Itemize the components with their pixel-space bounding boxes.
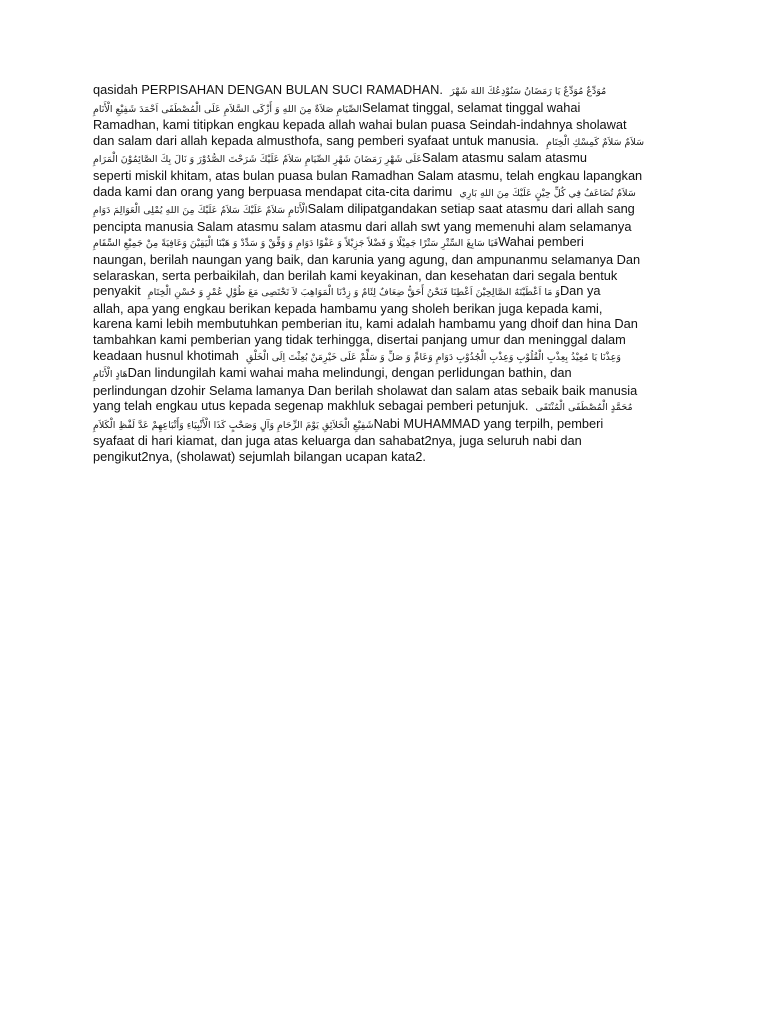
- arabic-text: سَلاَمٌ تُضَاعَفُ فِي كُلِّ حِيْنٍ عَلَيْكَ مِنَ اللهِ بَارِي: [459, 187, 636, 199]
- text-line: allah, apa yang engkau berikan kepada hambamu yang sholeh berikan juga kepada kami,: [93, 300, 603, 316]
- text-line: الصِّيَامِ صَلاَةٌ مِنَ اللهِ وَ أَزْكَى السَّلاَمِ عَلَى الْمُصْطَفَى اَحْمَدَ شَفِيْعِ الْأَنَامِSelamat tinggal, selamat tinggal wahai: [93, 99, 581, 115]
- text-line: syafaat di hari kiamat, dan juga atas keluarga dan sahabat2nya, juga seluruh nabi dan: [93, 433, 582, 449]
- arabic-text: هَادٍ الْأَنَامِ: [93, 369, 128, 381]
- text-line: selaraskan, serta perbaikilah, dan berilah kami keyakinan, dan kesehatan dari segala bentuk: [93, 267, 618, 283]
- arabic-text: الصِّيَامِ صَلاَةٌ مِنَ اللهِ وَ أَزْكَى السَّلاَمِ عَلَى الْمُصْطَفَى اَحْمَدَ شَفِيْعِ الْأَنَامِ: [93, 103, 362, 115]
- arabic-text: وَعِذْنَا يَا مُعِيْذُ بِعِذْبِ الْقُلُوْبِ وَعِذْبِ الْجُذُوْبِ دَوَامِ وَعَامِّ وَ صَلِّ وَ سَلِّمْ عَلَى خَيْرِمَنْ بُعِثْتَ اِلَى الْخَلْقِ: [245, 351, 621, 363]
- text-line: dan salam dari allah kepada almusthofa, sang pemberi syafaat untuk manusia. سَلاَمٌ سَلاَمٌ كَمِسْكِ الْخِتَامِ: [93, 132, 645, 148]
- arabic-text: شَفِيْعِ الْخَلاَئِقِ يَوْمَ الزِّحَامِ وَآلٍ وَصَحْبٍ كَذَا الْأَنْبِيَاءِ وَأَتْبَاعِهِمْ عَدَّ لَفْظِ الْكَلاَمِ: [93, 419, 374, 431]
- text-line: perlindungan dzohir Selama lamanya Dan berilah sholawat dan salam atas sebaik baik manusia: [93, 382, 638, 398]
- text-line: عَلَى شَهْرِ رَمَضَانَ شَهْرِ الصِّيَامِ سَلاَمٌ عَلَيْكَ شَرَحْتَ الصُّدُوْرَ وَ نَالَ بِكَ الصَّائِمُوْنَ الْمَرَامِSalam atasmu salam atasmu: [93, 150, 588, 166]
- text-line: keadaan husnul khotimah وَعِذْنَا يَا مُعِيْذُ بِعِذْبِ الْقُلُوْبِ وَعِذْبِ الْجُذُوْبِ دَوَامِ وَعَامِّ وَ صَلِّ وَ سَلِّمْ عَلَى خَيْرِمَنْ بُعِثْتَ اِلَى الْخَلْقِ: [93, 347, 621, 363]
- text-line: tambahkan kami pemberian yang tidak terhingga, disertai panjang umur dan meninggal dalam: [93, 331, 626, 347]
- text-line: naungan, berilah naungan yang baik, dan karunia yang agung, dan ampunanmu selamanya Dan: [93, 251, 641, 267]
- text-line: شَفِيْعِ الْخَلاَئِقِ يَوْمَ الزِّحَامِ وَآلٍ وَصَحْبٍ كَذَا الْأَنْبِيَاءِ وَأَتْبَاعِهِمْ عَدَّ لَفْظِ الْكَلاَمِNabi MUHAMMAD yang terpilh, pemberi: [93, 415, 604, 431]
- arabic-text: فَيَا سَابِغَ السِّتْرِ سَتْرًا جَمِيْلًا وَ فَضْلاً جَزِيْلاً وَ عَفْوًا دَوَامِ وَ وَفِّقْ وَ سَدِّدْ وَ هَبْنَا الْيَقِيْنَ وَعَافِيَةً مِنْ جَمِيْعِ السِّقَامِ: [93, 238, 499, 250]
- arabic-text: الْأَنَامِ سَلاَمٌ عَلَيْكَ سَلاَمٌ عَلَيْكَ مِنَ اللهِ يُمْلِى الْعَوَالِمَ دَوَامِ: [93, 205, 308, 217]
- arabic-text: عَلَى شَهْرِ رَمَضَانَ شَهْرِ الصِّيَامِ سَلاَمٌ عَلَيْكَ شَرَحْتَ الصُّدُوْرَ وَ نَالَ بِكَ الصَّائِمُوْنَ الْمَرَامِ: [93, 154, 423, 166]
- text-line: pencipta manusia Salam atasmu salam atasmu dari allah swt yang memenuhi alam selamanya: [93, 218, 632, 234]
- text-line: karena kami lebih membutuhkan pemberian itu, kami adalah hambamu yang dhoif dan hina Dan: [93, 316, 638, 332]
- text-line: pengikut2nya, (sholawat) sejumlah bilangan ucapan kata2.: [93, 449, 426, 465]
- text-line: dada kami dan orang yang berpuasa mendapat cita-cita darimu سَلاَمٌ تُضَاعَفُ فِي كُلِّ حِيْنٍ عَلَيْكَ مِنَ اللهِ بَارِي: [93, 183, 636, 199]
- arabic-text: مُحَمَّدٍ الْمُصْطَفَى الْمُنْتَقَى: [535, 402, 633, 414]
- text-line: Ramadhan, kami titipkan engkau kepada allah wahai bulan puasa Seindah-indahnya sholawat: [93, 117, 627, 133]
- text-line: qasidah PERPISAHAN DENGAN BULAN SUCI RAMADHAN. مُوَدِّعٌ مُوَدِّعٌ يَا رَمَضَانُ سَنُوْدِعُكَ اللهَ شَهْرَ: [93, 82, 607, 97]
- arabic-text: مُوَدِّعٌ مُوَدِّعٌ يَا رَمَضَانُ سَنُوْدِعُكَ اللهَ شَهْرَ: [450, 86, 607, 97]
- text-line: penyakit وَ مَا اَعْطَيْتَهُ الصَّالِحِيْنَ اَعْطِنَا فَنَحْنُ أَحَقُّ ضِعَافٌ لِئَامٌ وَ زِدْنَا الْمَوَاهِبَ لاَ تَحْتَصِى مَعَ طُوْلِ عُمْرٍ وَ حُسْنِ الْخِتَامِDan ya: [93, 283, 601, 299]
- arabic-text: سَلاَمٌ سَلاَمٌ كَمِسْكِ الْخِتَامِ: [546, 136, 645, 148]
- arabic-text: وَ مَا اَعْطَيْتَهُ الصَّالِحِيْنَ اَعْطِنَا فَنَحْنُ أَحَقُّ ضِعَافٌ لِئَامٌ وَ زِدْنَا الْمَوَاهِبَ لاَ تَحْتَصِى مَعَ طُوْلِ عُمْرٍ وَ حُسْنِ الْخِتَامِ: [147, 287, 560, 299]
- text-line: فَيَا سَابِغَ السِّتْرِ سَتْرًا جَمِيْلًا وَ فَضْلاً جَزِيْلاً وَ عَفْوًا دَوَامِ وَ وَفِّقْ وَ سَدِّدْ وَ هَبْنَا الْيَقِيْنَ وَعَافِيَةً مِنْ جَمِيْعِ السِّقَامِWahai pemberi: [93, 234, 584, 250]
- text-line: هَادٍ الْأَنَامِDan lindungilah kami wahai maha melindungi, dengan perlidungan bathin, dan: [93, 365, 572, 381]
- text-line: yang telah engkau utus kepada segenap makhluk sebagai pemberi petunjuk. مُحَمَّدٍ الْمُصْطَفَى الْمُنْتَقَى: [93, 398, 633, 414]
- text-line: الْأَنَامِ سَلاَمٌ عَلَيْكَ سَلاَمٌ عَلَيْكَ مِنَ اللهِ يُمْلِى الْعَوَالِمَ دَوَامِSalam dilipatgandakan setiap saat atasmu dari allah sang: [93, 201, 635, 217]
- text-line: seperti miskil khitam, atas bulan puasa bulan Ramadhan Salam atasmu, telah engkau lapangkan: [93, 167, 643, 183]
- document-body: [93, 82, 675, 465]
